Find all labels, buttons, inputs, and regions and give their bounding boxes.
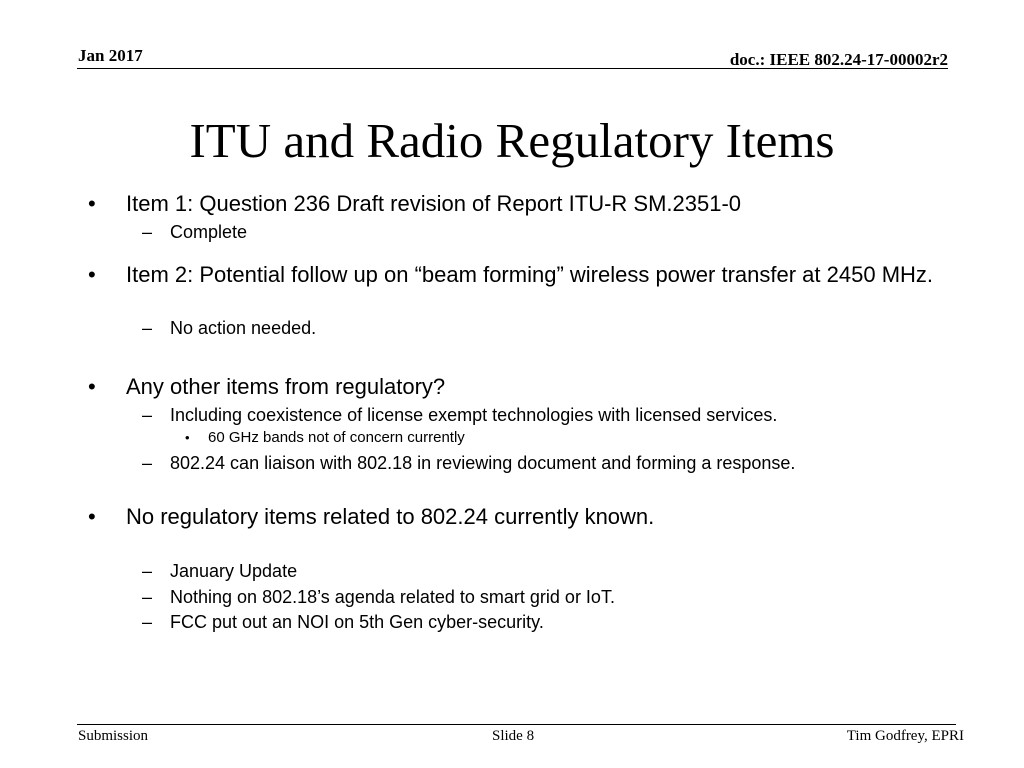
footer-author: Tim Godfrey, EPRI [846, 728, 964, 744]
sub-sub-item-3-1-1: 60 GHz bands not of concern currently [208, 429, 465, 446]
slide-title: ITU and Radio Regulatory Items [189, 113, 835, 168]
bullet-item-4: No regulatory items related to 802.24 currently known. [126, 504, 655, 529]
sub-item-4-3: FCC put out an NOI on 5th Gen cyber-security. [170, 612, 544, 632]
header-divider [77, 68, 948, 69]
dash-glyph: – [142, 453, 153, 473]
sub-item-3-2: 802.24 can liaison with 802.18 in reviewing document and forming a response. [170, 453, 796, 473]
dash-glyph: – [142, 318, 153, 338]
sub-item-2-1: No action needed. [170, 318, 317, 338]
bullet-glyph-small: • [185, 430, 190, 445]
footer-submission: Submission [78, 728, 149, 744]
bullet-glyph: • [88, 374, 96, 399]
dash-glyph: – [142, 612, 153, 632]
sub-item-4-1: January Update [170, 561, 298, 581]
header-date: Jan 2017 [78, 46, 143, 65]
dash-glyph: – [142, 587, 153, 607]
bullet-item-3: Any other items from regulatory? [126, 374, 446, 399]
dash-glyph: – [142, 561, 153, 581]
sub-item-1-1: Complete [170, 222, 248, 242]
bullet-item-1: Item 1: Question 236 Draft revision of Report ITU-R SM.2351-0 [126, 191, 742, 216]
dash-glyph: – [142, 222, 153, 242]
dash-glyph: – [142, 405, 153, 425]
bullet-glyph: • [88, 262, 96, 287]
footer-divider [77, 724, 956, 725]
footer-slide-number: Slide 8 [492, 728, 535, 744]
sub-item-4-2: Nothing on 802.18’s agenda related to smart grid or IoT. [170, 587, 615, 607]
header-doc-id: doc.: IEEE 802.24-17-00002r2 [729, 50, 948, 69]
bullet-glyph: • [88, 504, 96, 529]
sub-item-3-1: Including coexistence of license exempt technologies with licensed services. [170, 405, 778, 425]
bullet-glyph: • [88, 191, 96, 216]
bullet-item-2: Item 2: Potential follow up on “beam forming” wireless power transfer at 2450 MHz. [126, 262, 934, 287]
